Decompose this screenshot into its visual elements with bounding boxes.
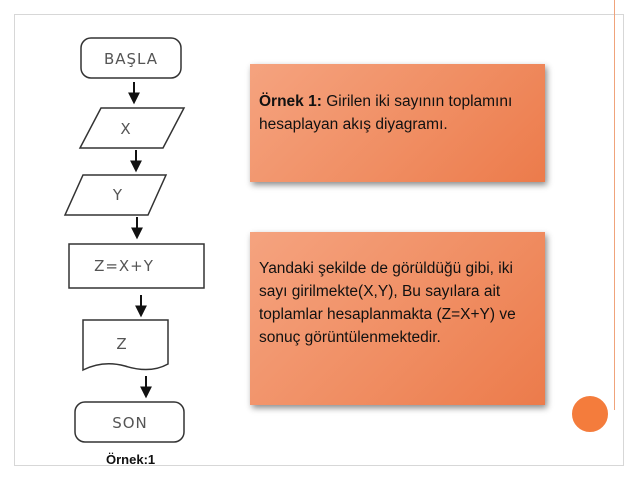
input-x-parallelogram [80, 108, 184, 148]
input-y-label: Y [112, 186, 124, 204]
process-label: Z=X+Y [94, 257, 154, 275]
output-document [83, 320, 168, 370]
process-rectangle [69, 244, 204, 288]
input-y-parallelogram [65, 175, 166, 215]
start-terminator [81, 38, 181, 78]
explanation-box [250, 232, 545, 405]
start-label: BAŞLA [103, 50, 159, 68]
end-terminator [75, 402, 184, 442]
example-description: Girilen iki sayının toplamını hesaplayan akış diyagramı. [259, 93, 513, 133]
example-caption: Örnek:1 [106, 452, 156, 467]
input-x-label: X [120, 120, 132, 138]
end-label: SON [112, 414, 148, 432]
output-label: Z [116, 335, 128, 353]
explanation-text: Yandaki şekilde de görüldüğü gibi, iki sayı girilmekte(X,Y), Bu sayılara ait toplamlar hesaplanmakta (Z=X+Y) ve sonuç görüntülenmektedir. [259, 260, 516, 346]
example-bold-prefix: Örnek 1: [259, 93, 322, 110]
example-title-box [250, 64, 545, 182]
